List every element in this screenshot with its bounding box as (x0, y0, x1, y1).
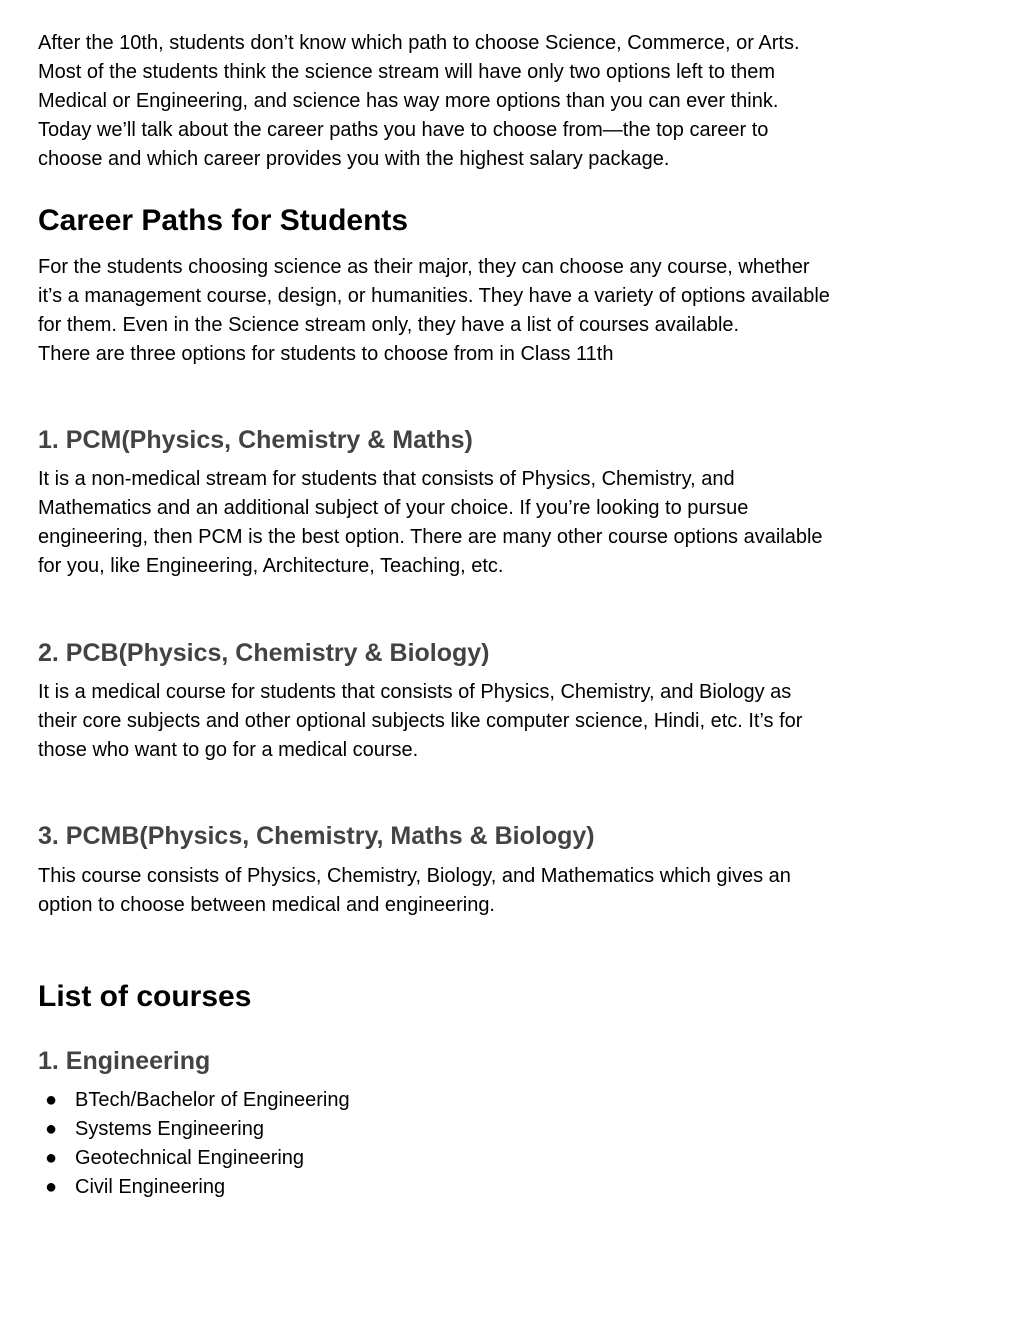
career-paths-line: it’s a management course, design, or humanities. They have a variety of options available (38, 285, 830, 307)
pcm-line: for you, like Engineering, Architecture, Teaching, etc. (38, 555, 504, 577)
course-label: Civil Engineering (75, 1176, 226, 1198)
career-paths-line: For the students choosing science as their major, they can choose any course, whether (38, 256, 810, 278)
pcmb-line: This course consists of Physics, Chemistry, Biology, and Mathematics which gives an (38, 865, 791, 887)
pcm-paragraph (38, 465, 823, 581)
pcm-line: Mathematics and an additional subject of your choice. If you’re looking to pursue (38, 497, 749, 519)
list-item (38, 1115, 350, 1144)
bullet-icon: ● (45, 1176, 58, 1198)
course-label: BTech/Bachelor of Engineering (75, 1089, 350, 1111)
intro-line: After the 10th, students don’t know which path to choose Science, Commerce, or Arts. (38, 32, 800, 54)
pcb-line: It is a medical course for students that consists of Physics, Chemistry, and Biology as (38, 681, 792, 703)
bullet-icon: ● (45, 1118, 58, 1140)
career-paths-line: for them. Even in the Science stream only, they have a list of courses available. (38, 314, 740, 336)
intro-line: Most of the students think the science stream will have only two options left to them (38, 61, 776, 83)
pcb-paragraph (38, 678, 802, 765)
intro-line: choose and which career provides you with the highest salary package. (38, 148, 670, 170)
pcm-heading: 1. PCM(Physics, Chemistry & Maths) (38, 426, 473, 454)
intro-line: Medical or Engineering, and science has way more options than you can ever think. (38, 90, 779, 112)
list-item (38, 1144, 350, 1173)
pcmb-heading: 3. PCMB(Physics, Chemistry, Maths & Biology) (38, 822, 595, 850)
pcb-line: their core subjects and other optional subjects like computer science, Hindi, etc. It’s for (38, 710, 803, 732)
career-paths-paragraph (38, 253, 830, 369)
career-paths-line: There are three options for students to choose from in Class 11th (38, 343, 614, 365)
pcm-line: engineering, then PCM is the best option. There are many other course options available (38, 526, 823, 548)
list-item (38, 1173, 350, 1202)
courses-heading: List of courses (38, 980, 252, 1013)
list-item (38, 1086, 350, 1115)
course-label: Systems Engineering (75, 1118, 264, 1140)
course-label: Geotechnical Engineering (75, 1147, 305, 1169)
bullet-icon: ● (45, 1089, 58, 1111)
engineering-heading: 1. Engineering (38, 1047, 211, 1075)
pcmb-paragraph (38, 862, 791, 920)
pcmb-line: option to choose between medical and engineering. (38, 894, 495, 916)
pcm-line: It is a non-medical stream for students that consists of Physics, Chemistry, and (38, 468, 735, 490)
pcb-line: those who want to go for a medical course. (38, 739, 419, 761)
engineering-course-list (38, 1086, 350, 1202)
bullet-icon: ● (45, 1147, 58, 1169)
pcb-heading: 2. PCB(Physics, Chemistry & Biology) (38, 639, 490, 667)
intro-line: Today we’ll talk about the career paths you have to choose from—the top career to (38, 119, 769, 141)
intro-paragraph (38, 29, 800, 174)
career-paths-heading: Career Paths for Students (38, 204, 409, 237)
